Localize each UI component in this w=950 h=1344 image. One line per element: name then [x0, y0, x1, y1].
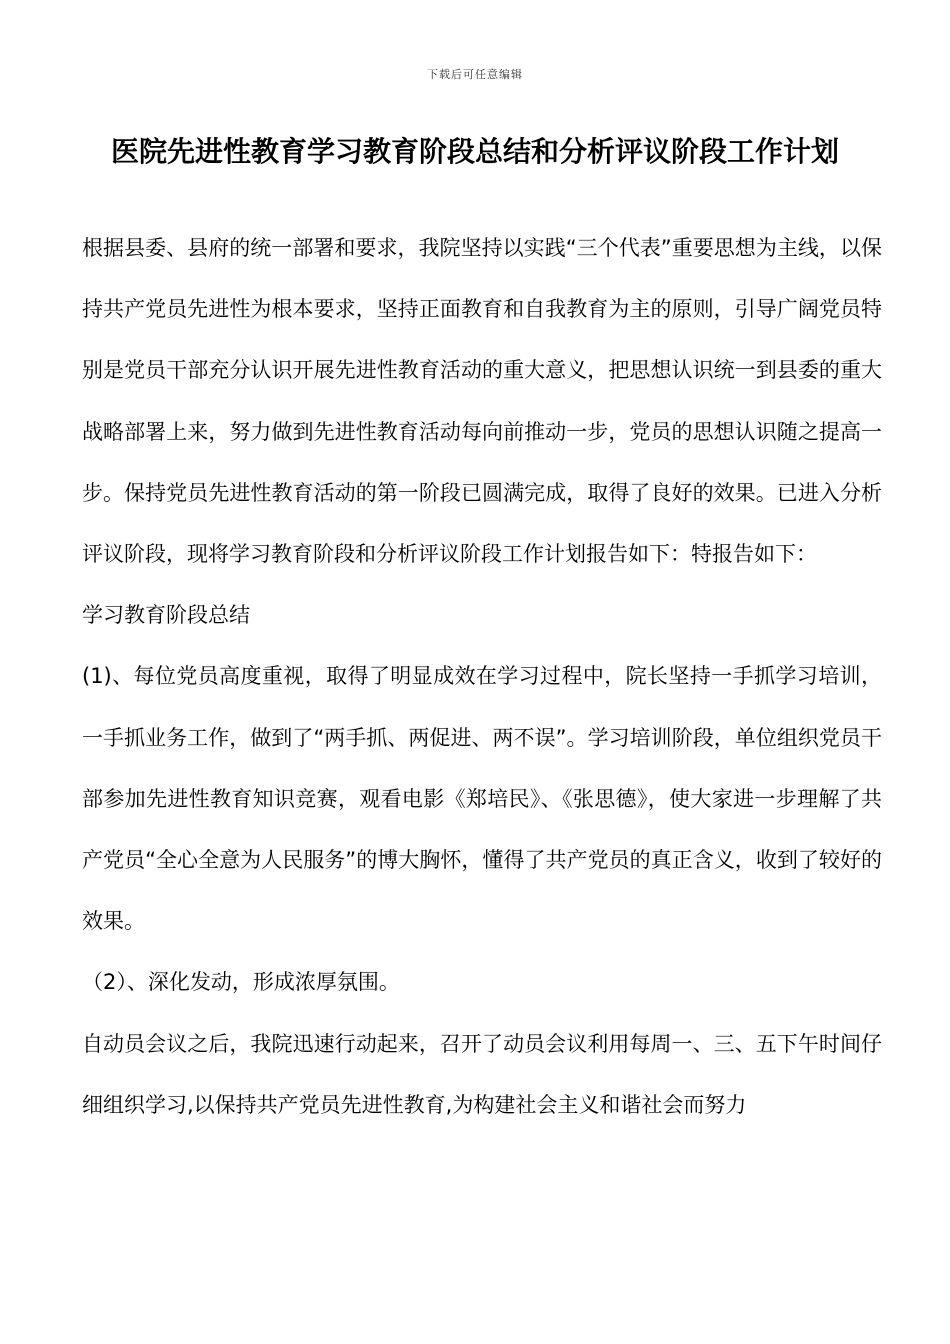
- document-body: [82, 218, 882, 1136]
- document-title: 医院先进性教育学习教育阶段总结和分析评议阶段工作计划: [110, 135, 839, 168]
- intro-paragraph: 根据县委、县府的统一部署和要求，我院坚持以实践“三个代表”重要思想为主线，以保持共产党员先进性为根本要求，坚持正面教育和自我教育为主的原则，引导广阔党员特别是党员干部充分认识开展先进性教育活动的重大意义，把思想认识统一到县委的重大战略部署上来，努力做到先进性教育活动每向前推动一步，党员的思想认识随之提高一步。保持党员先进性教育活动的第一阶段已圆满完成，取得了良好的效果。已进入分析评议阶段，现将学习教育阶段和分析评议阶段工作计划报告如下：特报告如下：: [82, 236, 882, 567]
- section-heading: 学习教育阶段总结: [82, 603, 250, 628]
- item-2-paragraph: 自动员会议之后，我院迅速行动起来，召开了动员会议利用每周一、三、五下午时间仔细组织学习,以保持共产党员先进性教育,为构建社会主义和谐社会而努力: [82, 1031, 882, 1117]
- header-note: 下载后可任意编辑: [427, 68, 523, 81]
- item-2-heading: （2）、深化发动，形成浓厚氛围。: [82, 970, 400, 995]
- item-1-paragraph: (1)、每位党员高度重视，取得了明显成效在学习过程中，院长坚持一手抓学习培训，一手抓业务工作，做到了“两手抓、两促进、两不误”。学习培训阶段，单位组织党员干部参加先进性教育知识竞赛，观看电影《郑培民》、《张思德》，使大家进一步理解了共产党员“全心全意为人民服务”的博大胸怀，懂得了共产党员的真正含义，收到了较好的效果。: [82, 664, 882, 934]
